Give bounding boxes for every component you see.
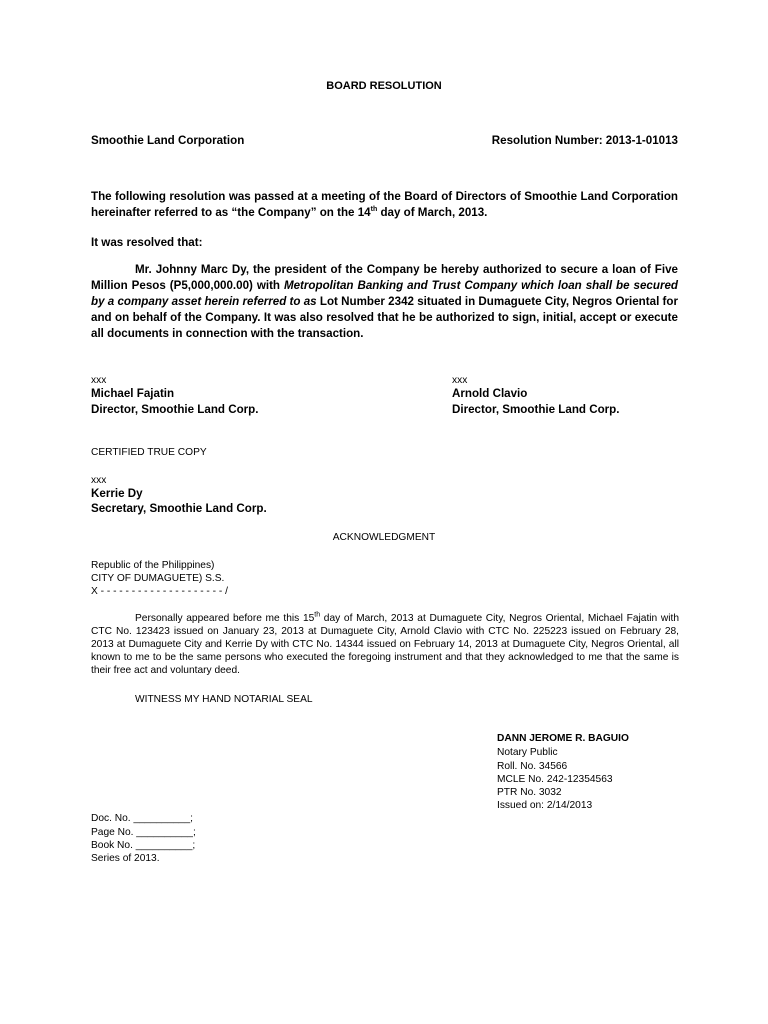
notary-roll: Roll. No. 34566 — [497, 761, 568, 772]
resolution-body: Mr. Johnny Marc Dy, the president of the Company be hereby authorized to secure a loan of Five Million Pesos (P5,000,000.00) with Metropolitan Banking and Trust Company which loan shall be secured by a company asset herein referred to as Lot Number 2342 situated in Dumaguete City, Negros Oriental for and on behalf of the Company. It was also resolved that he be authorized to sign, initial, accept or execute all documents in connection with the transaction. — [91, 263, 678, 340]
notary-issued: Issued on: 2/14/2013 — [497, 800, 593, 811]
notary-role: Notary Public — [497, 747, 558, 758]
docket-page: Page No. __________; — [91, 827, 196, 838]
secretary-name: Kerrie Dy — [91, 487, 143, 500]
docket-series: Series of 2013. — [91, 853, 160, 864]
secretary-title: Secretary, Smoothie Land Corp. — [91, 502, 267, 515]
venue-line: CITY OF DUMAGUETE) S.S. — [91, 573, 225, 584]
notary-name: DANN JEROME R. BAGUIO — [497, 733, 629, 744]
signature-line: xxx — [452, 375, 468, 386]
witness-line: WITNESS MY HAND NOTARIAL SEAL — [135, 694, 313, 705]
venue-line: X - - - - - - - - - - - - - - - - - - - - / — [91, 586, 228, 597]
acknowledgment-paragraph: Personally appeared before me this 15th day of March, 2013 at Dumaguete City, Negros Oriental, Michael Fajatin with CTC No. 123423 issued on January 23, 2013 at Dumaguete City, Arnold Clavio with CTC No. 225223 issued on February 28, 2013 at Dumaguete City and Kerrie Dy with CTC No. 14344 issued on February 14, 2013 at Dumaguete City, Negros Oriental, all known to me to be the same persons who executed the foregoing instrument and that they acknowledged to me that the same is their free act and voluntary deed. — [91, 611, 680, 676]
company-name: Smoothie Land Corporation — [91, 134, 245, 147]
signatory-name: Arnold Clavio — [452, 387, 528, 400]
venue-line: Republic of the Philippines) — [91, 560, 215, 571]
document-title: BOARD RESOLUTION — [326, 80, 442, 92]
docket-doc: Doc. No. __________; — [91, 813, 193, 824]
signatory-name: Michael Fajatin — [91, 387, 175, 400]
notary-ptr: PTR No. 3032 — [497, 787, 562, 798]
acknowledgment-heading: ACKNOWLEDGMENT — [332, 532, 436, 543]
signatory-title: Director, Smoothie Land Corp. — [452, 403, 620, 416]
signature-line: xxx — [91, 475, 107, 486]
certified-true-copy: CERTIFIED TRUE COPY — [91, 447, 207, 458]
resolved-label: It was resolved that: — [91, 236, 203, 249]
docket-book: Book No. __________; — [91, 840, 196, 851]
notary-mcle: MCLE No. 242-12354563 — [497, 774, 613, 785]
signatory-title: Director, Smoothie Land Corp. — [91, 403, 259, 416]
intro-paragraph: The following resolution was passed at a meeting of the Board of Directors of Smoothie Land Corporation hereinafter referred to as “the Company” on the 14th day of March, 2013. — [91, 190, 678, 219]
signature-line: xxx — [91, 375, 107, 386]
resolution-number: Resolution Number: 2013-1-01013 — [491, 134, 678, 147]
